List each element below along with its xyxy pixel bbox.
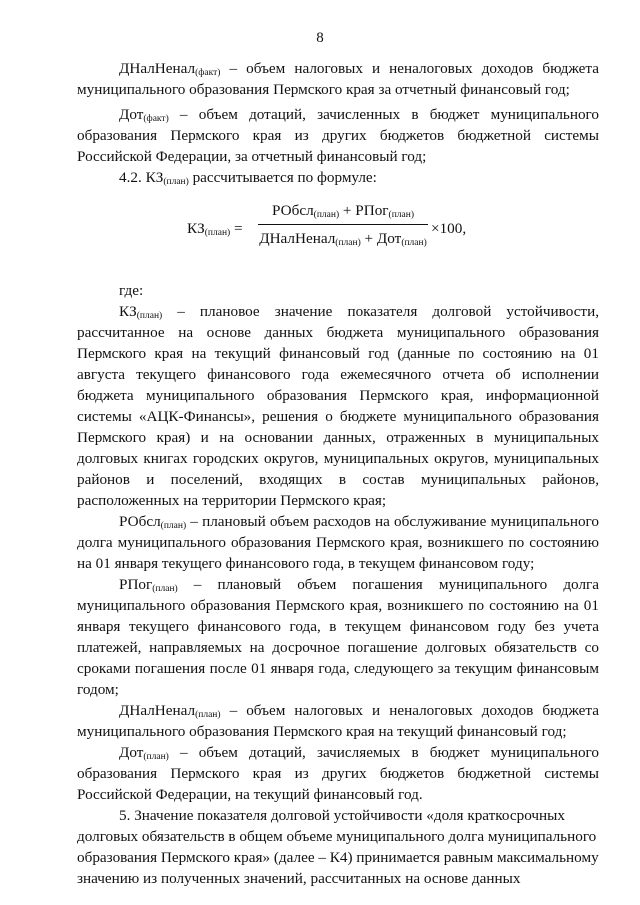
definition-text: – плановое значение показателя долговой устойчивости, рассчитанное на основе данных бюджета муниципального образования Пермского края на текущий финансовый год (данные по состоянию на 01 августа текущего финансового года ежемесячного отчета об исполнении бюджета муниципального образования Пермского края, информационной системы «АЦК-Финансы», решения о бюджете муниципального образования Пермского края) и на основании данных, отраженных в муниципальных долговых книгах городских округов, муниципальных округов, муниципальных районов и поселений, входящих в состав муниципальных районов, расположенных на территории Пермского края; — [77, 303, 599, 509]
term-subscript: (план) — [143, 752, 169, 762]
definition-text: – плановый объем погашения муниципального долга муниципального образования Пермского края, возникшего по состоянию на 01 января текущего финансового года, в текущем финансовом году без учета платежей, направляемых на досрочное погашение долговых обязательств со сроками погашения после 01 января года, следующего за текущим финансовым годом; — [77, 576, 599, 698]
section-5-text: 5. Значение показателя долговой устойчивости «доля краткосрочных долговых обязательств в общем объеме муниципального долга муниципального образования Пермского края» (далее – К4) принимается равным максимальному значению из полученных значений, рассчитанных на основе данных — [77, 807, 599, 887]
term: Дот — [119, 106, 144, 123]
formula-fraction — [258, 200, 428, 249]
formula-numerator: РОбсл$_{(план)}$ + РПог$_{(план)}$ — [272, 202, 414, 220]
definition-rpog-plan — [77, 574, 599, 700]
formula-denominator: ДНалНенал$_{(план)}$ + Дот$_{(план)}$ — [259, 230, 427, 248]
formula-multiplier: ×100, — [431, 220, 467, 237]
definition-dot-fact — [77, 104, 599, 167]
term-subscript: (факт) — [195, 68, 221, 78]
definition-text: – плановый объем расходов на обслуживание муниципального долга муниципального образования Пермского края, возникшего по состоянию на 01 января текущего финансового года, в текущем финансовом году; — [77, 513, 599, 572]
section-prefix: 4.2. КЗ — [119, 169, 164, 186]
document-body — [77, 58, 599, 889]
term: РПог — [119, 576, 153, 593]
term: КЗ — [119, 303, 137, 320]
term: Дот — [119, 744, 144, 761]
section-text: рассчитывается по формуле: — [188, 169, 377, 186]
formula-lhs: $КЗ_{(план)}$ = — [187, 220, 243, 238]
term-subscript: (план) — [160, 521, 187, 531]
term: ДНалНенал — [119, 60, 196, 77]
definition-text: – объем налоговых и неналоговых доходов бюджета муниципального образования Пермского края за отчетный финансовый год; — [77, 60, 599, 98]
term-subscript: (план) — [195, 710, 221, 720]
definition-dnalnenal-fact — [77, 58, 599, 100]
definition-robsl-plan — [77, 511, 599, 574]
section-4-2-intro — [77, 167, 599, 188]
definition-kz-plan — [77, 301, 599, 511]
definition-text: – объем дотаций, зачисленных в бюджет муниципального образования Пермского края из других бюджетов бюджетной системы Российской Федерации, за отчетный финансовый год; — [77, 106, 599, 165]
definition-text: – объем дотаций, зачисляемых в бюджет муниципального образования Пермского края из других бюджетов бюджетной системы Российской Федерации, на текущий финансовый год. — [77, 744, 599, 803]
term-subscript: (факт) — [143, 114, 169, 124]
definition-dnalnenal-plan — [77, 700, 599, 742]
where-label: где: — [119, 282, 144, 299]
formula-kz — [77, 194, 599, 276]
term: РОбсл — [119, 513, 161, 530]
term-subscript: (план) — [136, 311, 163, 321]
definition-dot-plan — [77, 742, 599, 805]
term: ДНалНенал — [119, 702, 196, 719]
term-subscript: (план) — [152, 584, 178, 594]
definition-text: – объем налоговых и неналоговых доходов бюджета муниципального образования Пермского края на текущий финансовый год; — [77, 702, 599, 740]
term-subscript: (план) — [163, 177, 189, 187]
page-number: 8 — [316, 30, 324, 46]
